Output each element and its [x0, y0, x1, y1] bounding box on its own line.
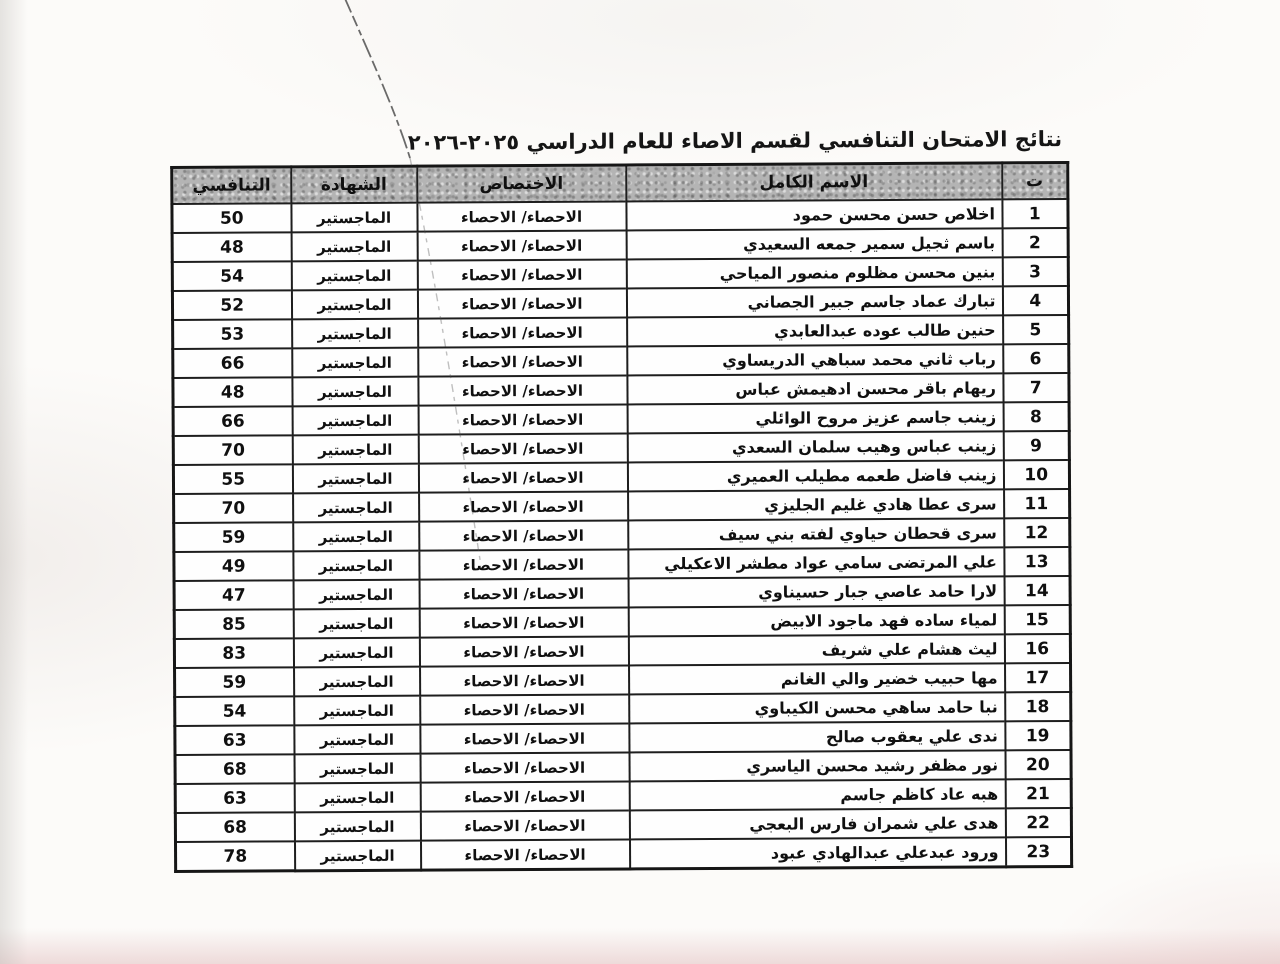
- degree-cell: الماجستير: [293, 580, 419, 610]
- score-cell: 66: [173, 348, 292, 378]
- score-cell: 68: [175, 812, 294, 842]
- degree-cell: الماجستير: [291, 203, 417, 233]
- full-name-cell: هدى علي شمران فارس البعجي: [629, 808, 1005, 839]
- table-row: [175, 837, 1071, 872]
- row-index-cell: 7: [1003, 373, 1069, 402]
- full-name-cell: سرى قحطان حياوي لفته بني سيف: [628, 518, 1004, 549]
- full-name-cell: زينب جاسم عزيز مروح الوائلي: [627, 402, 1003, 433]
- specialization-cell: الاحصاء/ الاحصاء: [419, 549, 628, 579]
- row-index-cell: 11: [1004, 489, 1070, 518]
- degree-cell: الماجستير: [292, 435, 418, 465]
- degree-cell: الماجستير: [293, 609, 419, 639]
- specialization-cell: الاحصاء/ الاحصاء: [420, 694, 629, 724]
- full-name-cell: باسم ثجيل سمير جمعه السعيدي: [626, 228, 1002, 259]
- full-name-cell: سرى عطا هادي غليم الجليزي: [628, 489, 1004, 520]
- score-cell: 59: [174, 522, 293, 552]
- full-name-cell: ورود عبدعلي عبدالهادي عبود: [629, 837, 1005, 869]
- specialization-cell: الاحصاء/ الاحصاء: [420, 752, 629, 782]
- score-cell: 50: [172, 203, 291, 233]
- score-cell: 47: [174, 580, 293, 610]
- score-cell: 55: [173, 464, 292, 494]
- row-index-cell: 5: [1003, 315, 1069, 344]
- full-name-cell: نور مظفر رشيد محسن الياسري: [629, 750, 1005, 781]
- results-table-body: [172, 199, 1072, 871]
- header-score: التنافسي: [172, 167, 291, 204]
- full-name-cell: هبه عاد كاظم جاسم: [629, 779, 1005, 810]
- specialization-cell: الاحصاء/ الاحصاء: [419, 636, 628, 666]
- full-name-cell: اخلاص حسن محسن حمود: [626, 199, 1002, 230]
- header-degree: الشهادة: [291, 166, 417, 203]
- score-cell: 68: [175, 754, 294, 784]
- degree-cell: الماجستير: [294, 812, 420, 842]
- score-cell: 59: [175, 667, 294, 697]
- score-cell: 52: [172, 290, 291, 320]
- specialization-cell: الاحصاء/ الاحصاء: [420, 839, 629, 870]
- degree-cell: الماجستير: [293, 638, 419, 668]
- specialization-cell: الاحصاء/ الاحصاء: [420, 723, 629, 753]
- degree-cell: الماجستير: [294, 667, 420, 697]
- full-name-cell: حنين طالب عوده عبدالعابدي: [627, 315, 1003, 346]
- specialization-cell: الاحصاء/ الاحصاء: [418, 404, 627, 434]
- row-index-cell: 13: [1004, 547, 1070, 576]
- degree-cell: الماجستير: [294, 783, 420, 813]
- row-index-cell: 19: [1005, 721, 1071, 750]
- specialization-cell: الاحصاء/ الاحصاء: [417, 259, 626, 289]
- row-index-cell: 15: [1004, 605, 1070, 634]
- row-index-cell: 1: [1002, 199, 1068, 228]
- degree-cell: الماجستير: [291, 261, 417, 291]
- specialization-cell: الاحصاء/ الاحصاء: [419, 520, 628, 550]
- row-index-cell: 8: [1003, 402, 1069, 431]
- specialization-cell: الاحصاء/ الاحصاء: [418, 317, 627, 347]
- degree-cell: الماجستير: [292, 377, 418, 407]
- specialization-cell: الاحصاء/ الاحصاء: [420, 810, 629, 840]
- full-name-cell: بنين محسن مظلوم منصور المياحي: [626, 257, 1002, 288]
- row-index-cell: 6: [1003, 344, 1069, 373]
- score-cell: 63: [175, 725, 294, 755]
- row-index-cell: 16: [1004, 634, 1070, 663]
- score-cell: 70: [173, 435, 292, 465]
- full-name-cell: زينب عباس وهيب سلمان السعدي: [627, 431, 1003, 462]
- score-cell: 83: [174, 638, 293, 668]
- row-index-cell: 17: [1005, 663, 1071, 692]
- specialization-cell: الاحصاء/ الاحصاء: [420, 781, 629, 811]
- degree-cell: الماجستير: [291, 232, 417, 262]
- full-name-cell: ندى علي يعقوب صالح: [629, 721, 1005, 752]
- row-index-cell: 23: [1005, 837, 1071, 867]
- score-cell: 78: [175, 841, 294, 871]
- score-cell: 49: [174, 551, 293, 581]
- full-name-cell: تبارك عماد جاسم جبير الجصاني: [626, 286, 1002, 317]
- table-header-row: [172, 162, 1068, 204]
- degree-cell: الماجستير: [294, 696, 420, 726]
- specialization-cell: الاحصاء/ الاحصاء: [417, 230, 626, 260]
- score-cell: 48: [173, 377, 292, 407]
- row-index-cell: 9: [1003, 431, 1069, 460]
- specialization-cell: الاحصاء/ الاحصاء: [418, 346, 627, 376]
- header-index: ت: [1002, 162, 1068, 199]
- full-name-cell: ريهام باقر محسن ادهيمش عباس: [627, 373, 1003, 404]
- results-table: [170, 161, 1073, 873]
- specialization-cell: الاحصاء/ الاحصاء: [417, 201, 626, 231]
- degree-cell: الماجستير: [291, 290, 417, 320]
- score-cell: 48: [172, 232, 291, 262]
- degree-cell: الماجستير: [293, 522, 419, 552]
- full-name-cell: نبا حامد ساهي محسن الكيباوي: [629, 692, 1005, 723]
- header-full-name: الاسم الكامل: [626, 163, 1002, 202]
- degree-cell: الماجستير: [294, 754, 420, 784]
- row-index-cell: 12: [1004, 518, 1070, 547]
- degree-cell: الماجستير: [293, 493, 419, 523]
- score-cell: 85: [174, 609, 293, 639]
- full-name-cell: مها حبيب خضير والي الغانم: [629, 663, 1005, 694]
- full-name-cell: لمياء ساده فهد ماجود الابيض: [628, 605, 1004, 636]
- sheet-content: [170, 124, 1070, 873]
- score-cell: 53: [173, 319, 292, 349]
- degree-cell: الماجستير: [294, 841, 420, 871]
- header-specialization: الاختصاص: [417, 165, 626, 203]
- full-name-cell: علي المرتضى سامي عواد مطشر الاعكيلي: [628, 547, 1004, 578]
- document-title: نتائج الامتحان التنافسي لقسم الاصاء للعام الدراسي ٢٠٢٥-٢٠٢٦: [407, 127, 1063, 155]
- degree-cell: الماجستير: [292, 348, 418, 378]
- specialization-cell: الاحصاء/ الاحصاء: [419, 578, 628, 608]
- score-cell: 54: [175, 696, 294, 726]
- full-name-cell: رباب ثاني محمد سباهي الدريساوي: [627, 344, 1003, 375]
- full-name-cell: زينب فاضل طعمه مطيلب العميري: [627, 460, 1003, 491]
- specialization-cell: الاحصاء/ الاحصاء: [419, 607, 628, 637]
- full-name-cell: ليث هشام علي شريف: [628, 634, 1004, 665]
- degree-cell: الماجستير: [294, 725, 420, 755]
- specialization-cell: الاحصاء/ الاحصاء: [419, 491, 628, 521]
- row-index-cell: 20: [1005, 750, 1071, 779]
- degree-cell: الماجستير: [292, 464, 418, 494]
- row-index-cell: 4: [1002, 286, 1068, 315]
- row-index-cell: 22: [1005, 808, 1071, 837]
- score-cell: 54: [172, 261, 291, 291]
- degree-cell: الماجستير: [292, 406, 418, 436]
- row-index-cell: 21: [1005, 779, 1071, 808]
- degree-cell: الماجستير: [293, 551, 419, 581]
- row-index-cell: 10: [1003, 460, 1069, 489]
- specialization-cell: الاحصاء/ الاحصاء: [418, 462, 627, 492]
- row-index-cell: 14: [1004, 576, 1070, 605]
- row-index-cell: 2: [1002, 228, 1068, 257]
- specialization-cell: الاحصاء/ الاحصاء: [418, 433, 627, 463]
- specialization-cell: الاحصاء/ الاحصاء: [420, 665, 629, 695]
- row-index-cell: 3: [1002, 257, 1068, 286]
- score-cell: 66: [173, 406, 292, 436]
- specialization-cell: الاحصاء/ الاحصاء: [417, 288, 626, 318]
- score-cell: 70: [174, 493, 293, 523]
- score-cell: 63: [175, 783, 294, 813]
- specialization-cell: الاحصاء/ الاحصاء: [418, 375, 627, 405]
- full-name-cell: لارا حامد عاصي جبار حسيناوي: [628, 576, 1004, 607]
- row-index-cell: 18: [1005, 692, 1071, 721]
- degree-cell: الماجستير: [292, 319, 418, 349]
